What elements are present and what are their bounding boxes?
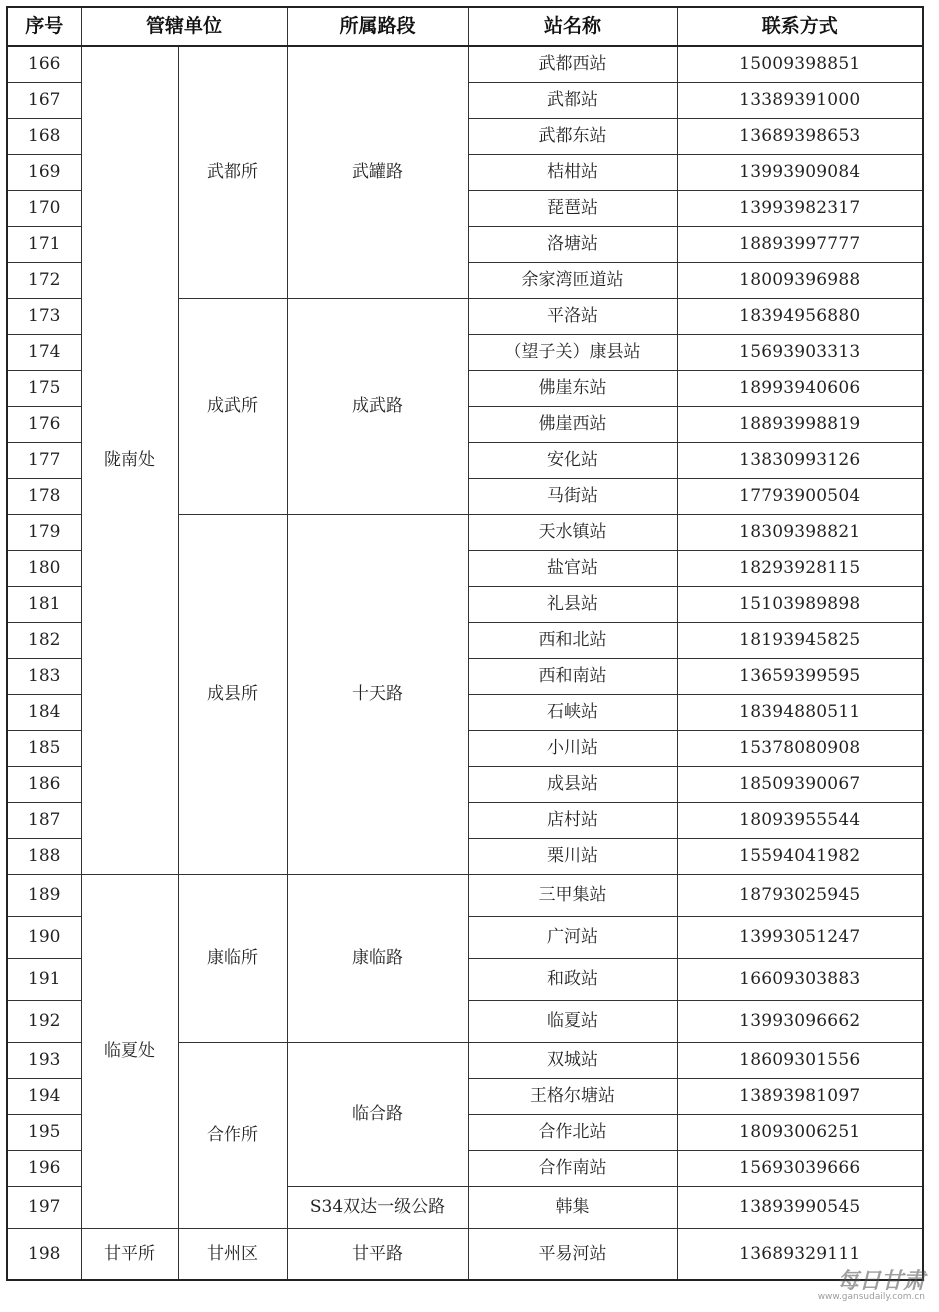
station-contact-table [6,6,924,1281]
row-number: 167 [7,83,81,119]
row-number: 188 [7,839,81,875]
row-number: 183 [7,659,81,695]
contact-phone: 15378080908 [677,731,923,767]
contact-phone: 13993096662 [677,1001,923,1043]
road-cell: 甘平路 [287,1229,468,1281]
row-number: 172 [7,263,81,299]
station-name: 马街站 [468,479,677,515]
station-name: 合作南站 [468,1151,677,1187]
contact-phone: 18293928115 [677,551,923,587]
road-cell: 十天路 [287,515,468,875]
row-number: 173 [7,299,81,335]
row-number: 179 [7,515,81,551]
station-name: 三甲集站 [468,875,677,917]
row-number: 177 [7,443,81,479]
road-cell: 康临路 [287,875,468,1043]
contact-phone: 13993909084 [677,155,923,191]
header-station: 站名称 [468,7,677,46]
row-number: 195 [7,1115,81,1151]
row-number: 170 [7,191,81,227]
table-row [7,46,923,83]
contact-phone: 18793025945 [677,875,923,917]
row-number: 171 [7,227,81,263]
contact-phone: 16609303883 [677,959,923,1001]
row-number: 182 [7,623,81,659]
row-number: 166 [7,46,81,83]
contact-phone: 15009398851 [677,46,923,83]
contact-phone: 13893981097 [677,1079,923,1115]
station-name: （望子关）康县站 [468,335,677,371]
station-name: 盐官站 [468,551,677,587]
contact-phone: 18609301556 [677,1043,923,1079]
row-number: 181 [7,587,81,623]
station-name: 韩集 [468,1187,677,1229]
header-unit: 管辖单位 [81,7,287,46]
contact-phone: 13993982317 [677,191,923,227]
contact-phone: 13689329111 [677,1229,923,1281]
row-number: 187 [7,803,81,839]
station-name: 武都站 [468,83,677,119]
contact-phone: 15693903313 [677,335,923,371]
row-number: 197 [7,1187,81,1229]
station-name: 佛崖东站 [468,371,677,407]
contact-phone: 13689398653 [677,119,923,155]
contact-phone: 13659399595 [677,659,923,695]
office-cell: 成武所 [178,299,287,515]
office-cell: 武都所 [178,46,287,299]
contact-phone: 13830993126 [677,443,923,479]
station-name: 天水镇站 [468,515,677,551]
contact-phone: 18009396988 [677,263,923,299]
contact-phone: 18193945825 [677,623,923,659]
contact-phone: 13893990545 [677,1187,923,1229]
station-name: 合作北站 [468,1115,677,1151]
row-number: 185 [7,731,81,767]
station-name: 安化站 [468,443,677,479]
contact-phone: 18893997777 [677,227,923,263]
station-name: 武都西站 [468,46,677,83]
road-cell: 武罐路 [287,46,468,299]
row-number: 198 [7,1229,81,1281]
division-cell: 陇南处 [81,46,178,875]
station-name: 石峡站 [468,695,677,731]
row-number: 169 [7,155,81,191]
station-name: 余家湾匝道站 [468,263,677,299]
row-number: 196 [7,1151,81,1187]
row-number: 186 [7,767,81,803]
contact-phone: 15693039666 [677,1151,923,1187]
header-contact: 联系方式 [677,7,923,46]
station-name: 平易河站 [468,1229,677,1281]
station-name: 双城站 [468,1043,677,1079]
row-number: 189 [7,875,81,917]
office-cell: 康临所 [178,875,287,1043]
contact-phone: 13993051247 [677,917,923,959]
row-number: 178 [7,479,81,515]
row-number: 191 [7,959,81,1001]
row-number: 174 [7,335,81,371]
station-name: 佛崖西站 [468,407,677,443]
contact-phone: 18893998819 [677,407,923,443]
contact-phone: 15594041982 [677,839,923,875]
row-number: 190 [7,917,81,959]
row-number: 175 [7,371,81,407]
row-number: 193 [7,1043,81,1079]
row-number: 184 [7,695,81,731]
contact-phone: 18093955544 [677,803,923,839]
station-name: 临夏站 [468,1001,677,1043]
watermark-site: www.gansudaily.com.cn [817,1292,925,1302]
road-cell: S34双达一级公路 [287,1187,468,1229]
division-cell: 甘平所 [81,1229,178,1281]
contact-phone: 18394956880 [677,299,923,335]
station-name: 和政站 [468,959,677,1001]
station-name: 店村站 [468,803,677,839]
contact-phone: 15103989898 [677,587,923,623]
road-cell: 成武路 [287,299,468,515]
station-name: 桔柑站 [468,155,677,191]
station-name: 栗川站 [468,839,677,875]
contact-phone: 18309398821 [677,515,923,551]
office-cell: 合作所 [178,1043,287,1229]
contact-phone: 13389391000 [677,83,923,119]
watermark-logo [818,1270,925,1302]
watermark-title: 每日甘肃 [836,1268,925,1294]
station-name: 小川站 [468,731,677,767]
table-row [7,875,923,917]
contact-phone: 18509390067 [677,767,923,803]
station-name: 成县站 [468,767,677,803]
station-name: 西和南站 [468,659,677,695]
row-number: 192 [7,1001,81,1043]
station-name: 王格尔塘站 [468,1079,677,1115]
row-number: 176 [7,407,81,443]
row-number: 180 [7,551,81,587]
division-cell: 临夏处 [81,875,178,1229]
header-index: 序号 [7,7,81,46]
station-name: 武都东站 [468,119,677,155]
station-name: 洛塘站 [468,227,677,263]
contact-phone: 18394880511 [677,695,923,731]
row-number: 168 [7,119,81,155]
road-cell: 临合路 [287,1043,468,1187]
table-row [7,1229,923,1281]
contact-phone: 17793900504 [677,479,923,515]
office-cell: 成县所 [178,515,287,875]
station-name: 平洛站 [468,299,677,335]
row-number: 194 [7,1079,81,1115]
header-row [7,7,923,46]
contact-phone: 18993940606 [677,371,923,407]
station-name: 礼县站 [468,587,677,623]
station-name: 广河站 [468,917,677,959]
office-cell: 甘州区 [178,1229,287,1281]
station-name: 西和北站 [468,623,677,659]
contact-phone: 18093006251 [677,1115,923,1151]
header-road: 所属路段 [287,7,468,46]
station-name: 琵琶站 [468,191,677,227]
